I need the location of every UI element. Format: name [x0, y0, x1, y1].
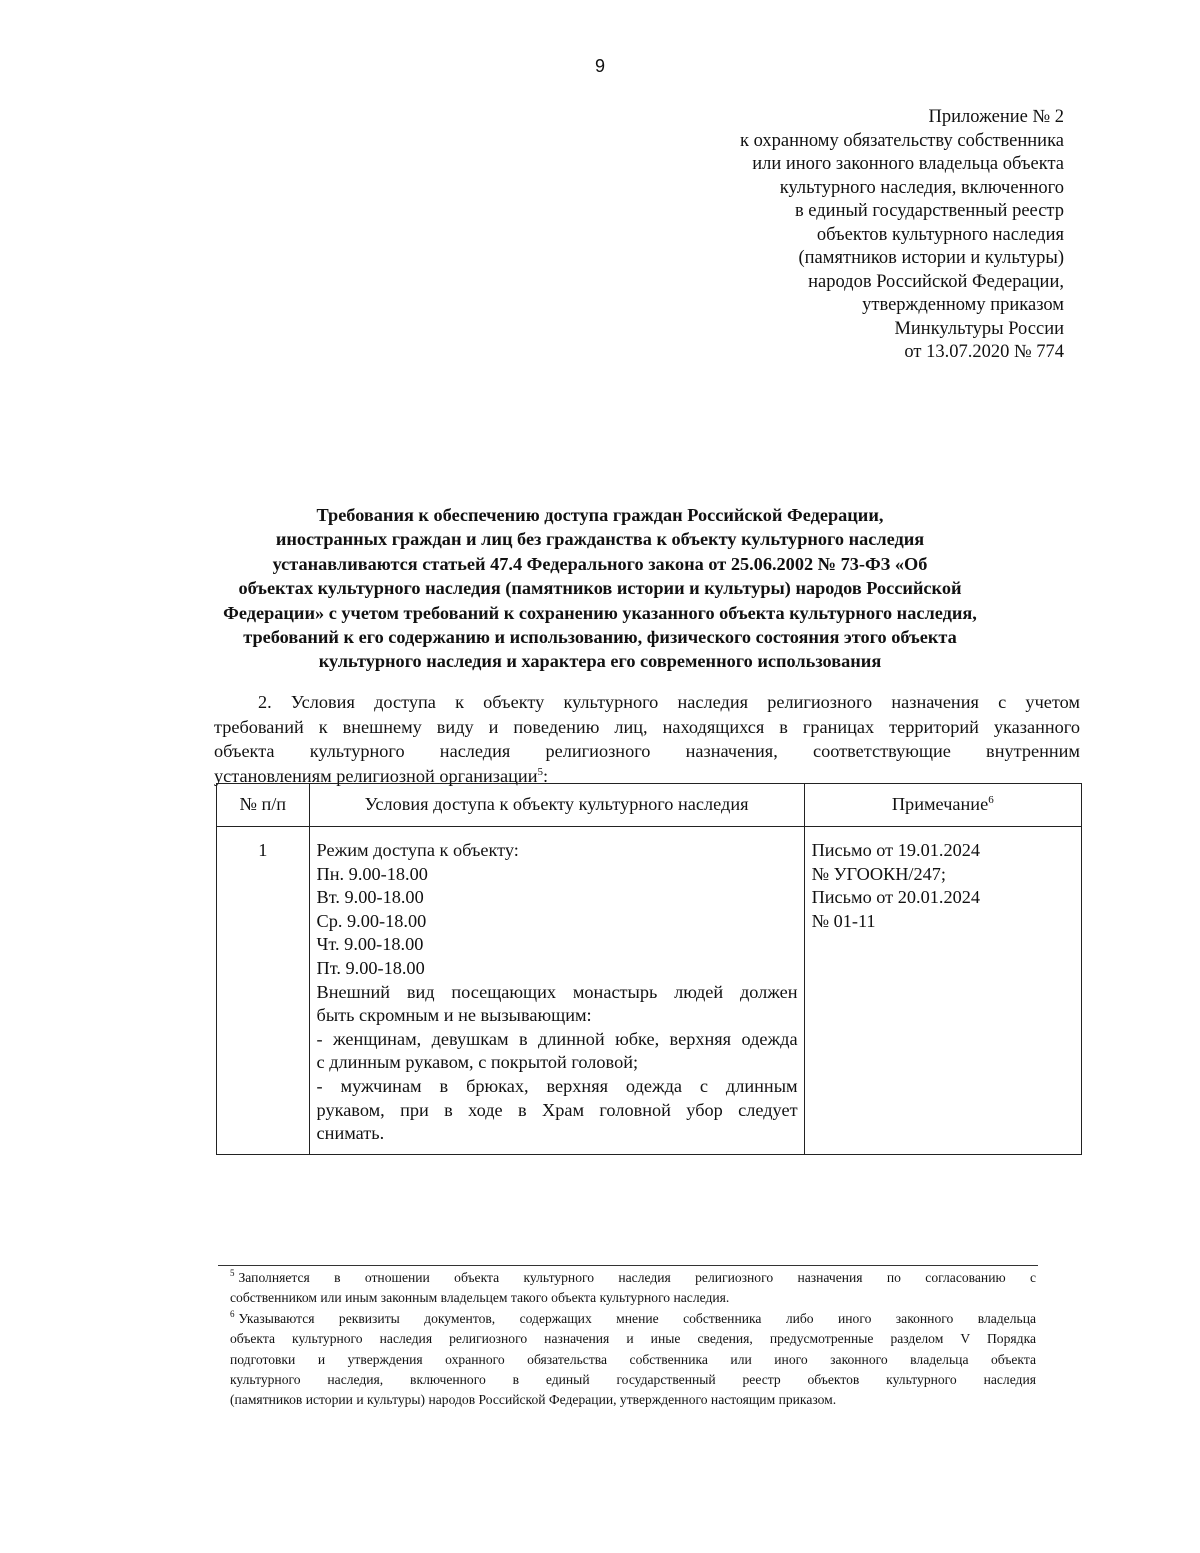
- condition-line: рукавом, при в ходе в Храм головной убор следует: [316, 1099, 798, 1120]
- heading-line: Федерации» с учетом требований к сохранению указанного объекта культурного наследия,: [223, 602, 977, 623]
- appendix-line: от 13.07.2020 № 774: [904, 342, 1064, 362]
- condition-line: Пт. 9.00-18.00: [316, 957, 425, 978]
- header-note: [804, 784, 1081, 827]
- condition-line: Внешний вид посещающих монастырь людей должен: [316, 981, 798, 1002]
- row-note: [804, 827, 1081, 1155]
- condition-line: снимать.: [316, 1123, 385, 1144]
- condition-line: Ср. 9.00-18.00: [316, 910, 427, 931]
- heading-line: объектах культурного наследия (памятников истории и культуры) народов Российской: [238, 578, 962, 599]
- header-num: № п/п: [217, 784, 310, 827]
- footnote-6-text: Указываются реквизиты документов, содержащих мнение собственника либо иного законного владельца: [238, 1310, 1036, 1326]
- heading-line: иностранных граждан и лиц без гражданства к объекту культурного наследия: [275, 529, 925, 550]
- condition-line: - женщинам, девушкам в длинной юбке, верхняя одежда: [316, 1028, 798, 1049]
- footnote-5-marker: 5: [230, 1268, 235, 1279]
- header-conditions: Условия доступа к объекту культурного наследия: [309, 784, 804, 827]
- footnote-6-line: подготовки и утверждения охранного обязательства собственника или иного законного владельца объекта: [230, 1351, 1036, 1367]
- footnote-ref-6[interactable]: 6: [988, 794, 994, 807]
- document-heading: [160, 503, 1040, 674]
- footnote-6-line: (памятников истории и культуры) народов Российской Федерации, утвержденного настоящим приказом.: [230, 1392, 837, 1408]
- condition-line: Вт. 9.00-18.00: [316, 887, 424, 908]
- heading-line: культурного наследия и характера его современного использования: [318, 651, 882, 672]
- appendix-line: народов Российской Федерации,: [808, 271, 1064, 292]
- table-header-row: [217, 784, 1082, 827]
- intro-paragraph: [214, 690, 1080, 788]
- condition-line: Пн. 9.00-18.00: [316, 863, 428, 884]
- heading-line: требований к его содержанию и использованию, физического состояния этого объекта: [243, 627, 957, 648]
- condition-line: Режим доступа к объекту:: [316, 840, 519, 860]
- condition-line: быть скромным и не вызывающим:: [316, 1005, 592, 1026]
- appendix-line: утвержденному приказом: [862, 295, 1064, 315]
- row-num: 1: [217, 827, 310, 1155]
- condition-line: Чт. 9.00-18.00: [316, 934, 424, 955]
- condition-line: с длинным рукавом, с покрытой головой;: [316, 1052, 639, 1073]
- footnote-5-text: Заполняется в отношении объекта культурного наследия религиозного назначения по согласованию с: [238, 1270, 1036, 1285]
- appendix-block: [544, 106, 1064, 365]
- appendix-line: (памятников истории и культуры): [798, 248, 1064, 268]
- condition-line: - мужчинам в брюках, верхняя одежда с длинным: [316, 1075, 798, 1096]
- appendix-line: Минкультуры России: [894, 318, 1064, 339]
- appendix-line: Приложение № 2: [928, 107, 1064, 127]
- heading-line: Требования к обеспечению доступа граждан Российской Федерации,: [316, 505, 884, 525]
- footnote-6-line: культурного наследия, включенного в единый государственный реестр объектов культурного наследия: [230, 1371, 1036, 1387]
- note-line: Письмо от 19.01.2024: [811, 840, 981, 860]
- appendix-line: объектов культурного наследия: [816, 224, 1064, 245]
- footnote-5-line: собственником или иным законным владельцем такого объекта культурного наследия.: [230, 1290, 730, 1306]
- intro-line: требований к внешнему виду и поведению лиц, находящихся в границах территорий указанного: [214, 716, 1080, 737]
- intro-line: 2. Условия доступа к объекту культурного наследия религиозного назначения с учетом: [258, 692, 1080, 712]
- footnotes: [230, 1268, 1036, 1411]
- conditions-table: [216, 783, 1082, 1155]
- footnote-6-marker: 6: [230, 1309, 235, 1320]
- header-note-text: Примечание: [891, 794, 989, 815]
- intro-line-text: установлениям религиозной организации: [214, 765, 538, 786]
- table-row: [217, 827, 1082, 1155]
- appendix-line: к охранному обязательству собственника: [739, 130, 1064, 151]
- footnote-5-line: [230, 1268, 1036, 1288]
- footnote-6-line: [230, 1309, 1036, 1329]
- footnote-6-line: объекта культурного наследия религиозного назначения и иные сведения, предусмотренные разделом V Порядка: [230, 1331, 1036, 1347]
- intro-colon: :: [542, 765, 549, 786]
- row-conditions: [309, 827, 804, 1155]
- footnote-divider: [218, 1265, 1038, 1266]
- note-line: Письмо от 20.01.2024: [811, 887, 981, 908]
- footnote-ref-5[interactable]: 5: [537, 765, 543, 778]
- appendix-line: или иного законного владельца объекта: [752, 154, 1064, 174]
- heading-line: устанавливаются статьей 47.4 Федерального закона от 25.06.2002 № 73-ФЗ «Об: [272, 553, 928, 574]
- note-line: № УГООКН/247;: [811, 863, 947, 884]
- page-number: 9: [594, 56, 605, 76]
- intro-line: объекта культурного наследия религиозного назначения, соответствующие внутренним: [214, 741, 1080, 762]
- appendix-line: в единый государственный реестр: [794, 201, 1064, 221]
- appendix-line: культурного наследия, включенного: [779, 177, 1064, 198]
- note-line: № 01-11: [811, 910, 876, 931]
